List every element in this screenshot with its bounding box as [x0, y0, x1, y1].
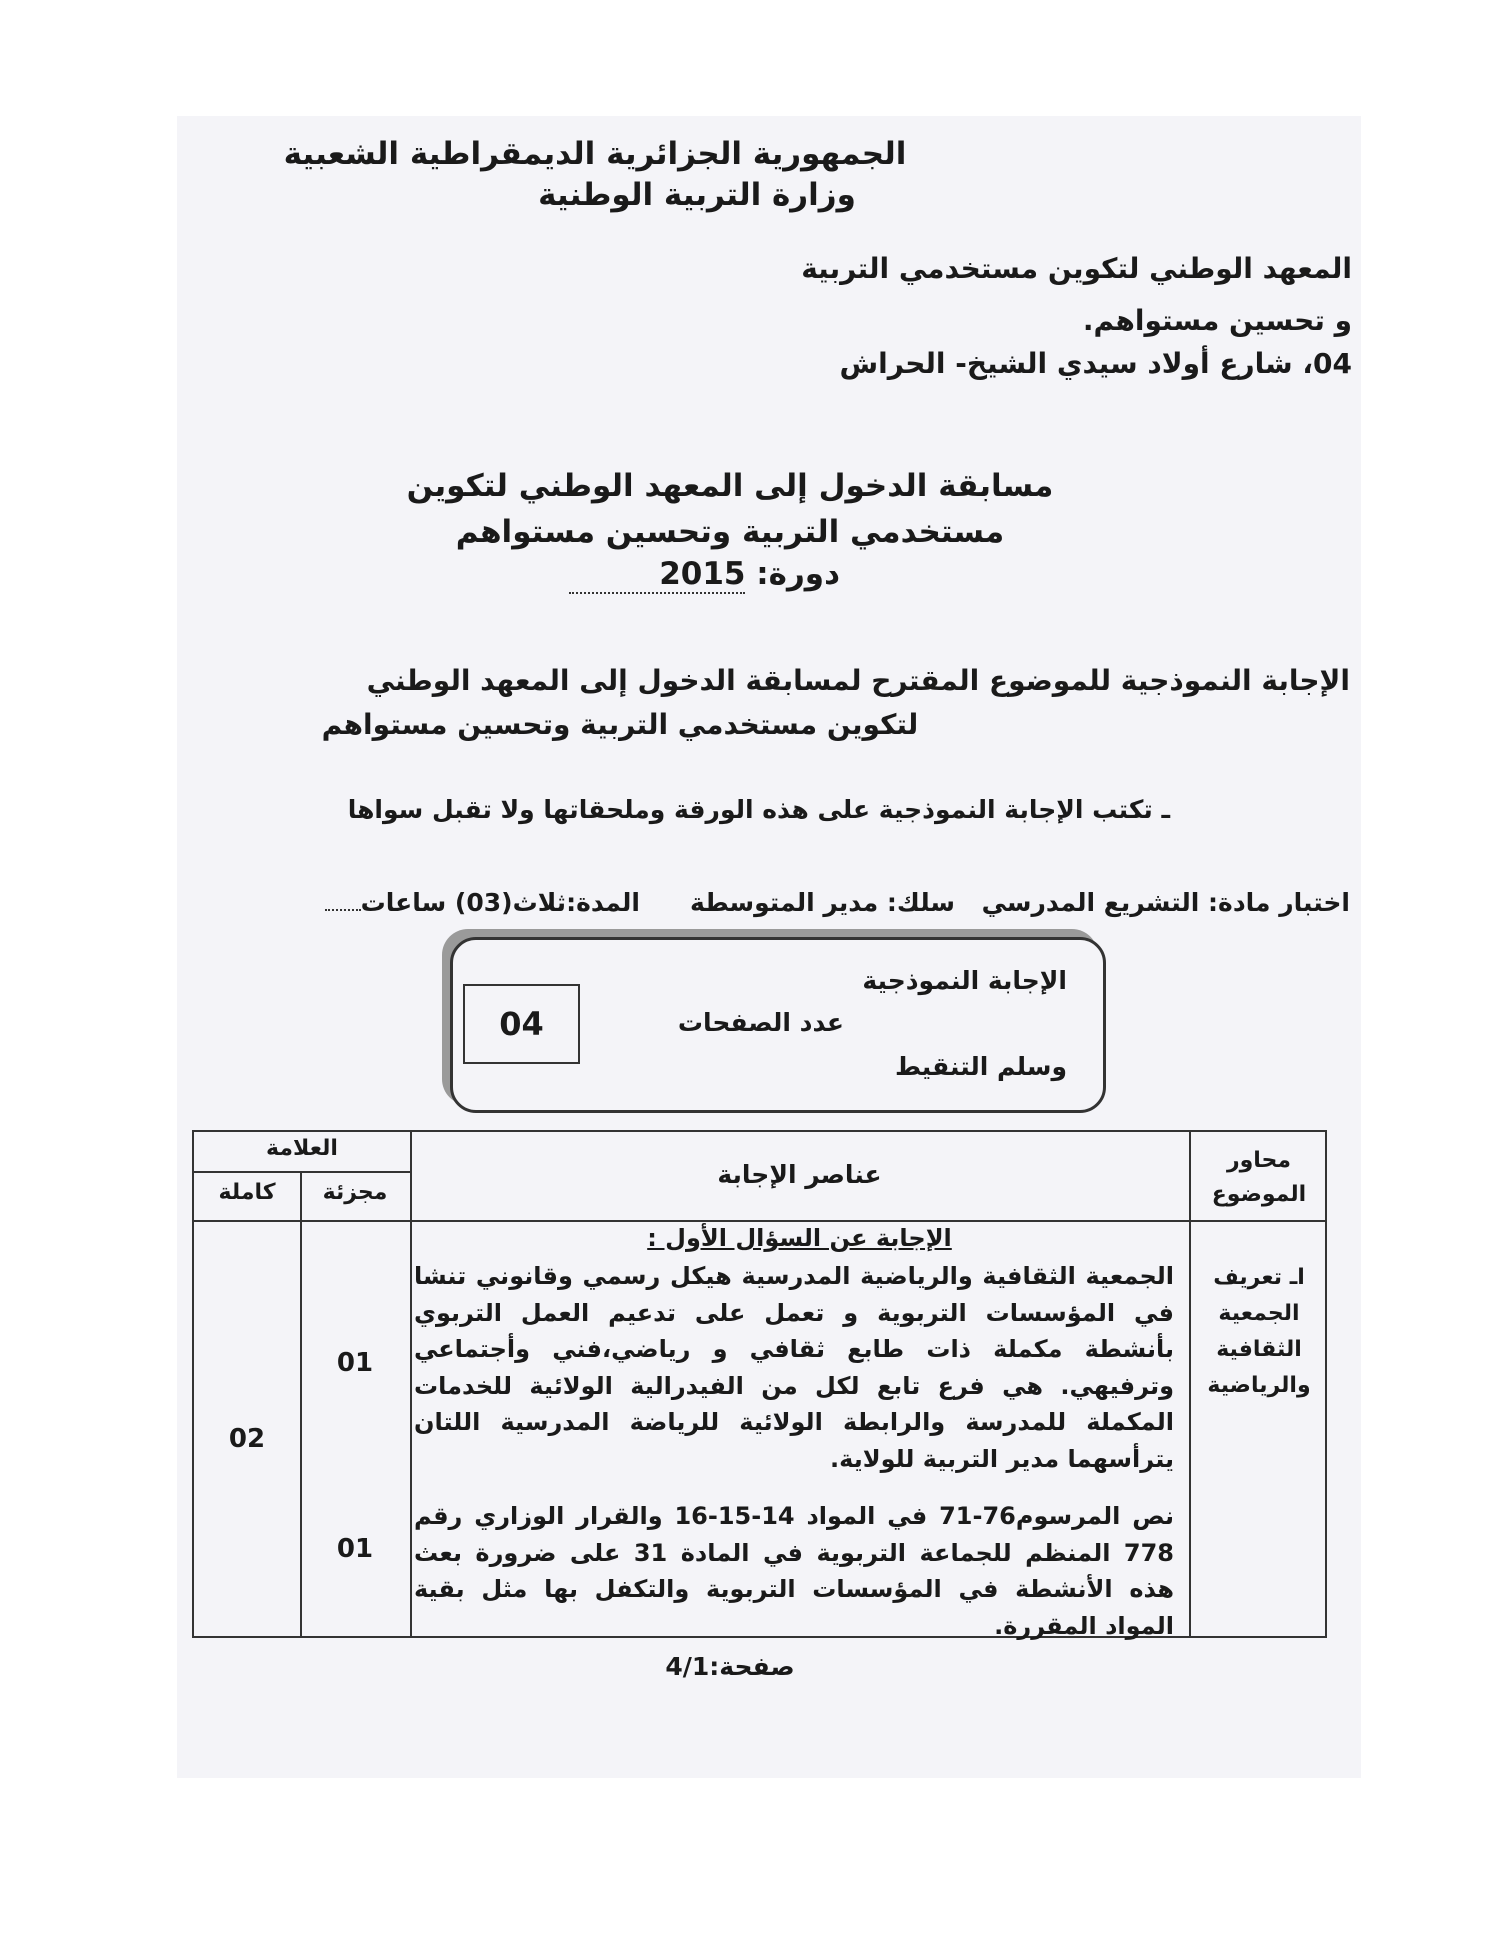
- question-title: الإجابة عن السؤال الأول :: [647, 1224, 952, 1252]
- institute-line2: و تحسين مستواهم.: [1082, 304, 1352, 337]
- answer-paragraph-1: الجمعية الثقافية والرياضية المدرسية هيكل رسمي وقانوني تنشا في المؤسسات التربوية و تعمل على تدعيم العمل التربوي بأنشطة مكملة ذات طابع ثقافي و رياضي،فني وأجتماعي وترفيهي. هي فرع تابع لكل من الفيدرالية الولائية للخدمات المكملة للمدرسة والرابطة الولائية للرياضة المدرسية اللتان يترأسهما مدير التربية للولاية.: [414, 1262, 1174, 1473]
- instruction: ـ تكتب الإجابة النموذجية على هذه الورقة وملحقاتها ولا تقبل سواها: [347, 795, 1170, 824]
- session: [569, 556, 840, 594]
- institute-line1: المعهد الوطني لتكوين مستخدمي التربية: [801, 252, 1352, 285]
- session-year: 2015: [569, 556, 745, 594]
- answer-paragraph-2: نص المرسوم76-71 في المواد 14-15-16 والقرار الوزاري رقم 778 المنظم للجماعة التربوية في المادة 31 على ضرورة بعث هذه الأنشطة في المؤسسات التربوية والتكفل بها مثل بقية المواد المقررة.: [414, 1502, 1174, 1640]
- info-box-line3: وسلم التنقيط: [895, 1052, 1067, 1081]
- header-grade: العلامة: [266, 1136, 338, 1161]
- header-axes: محاور الموضوع: [1211, 1148, 1307, 1207]
- exam-corps: سلك: مدير المتوسطة: [689, 888, 955, 917]
- full-grade: 02: [228, 1424, 266, 1454]
- page-number: صفحة:4/1: [665, 1652, 795, 1681]
- header-elements: عناصر الإجابة: [717, 1160, 882, 1189]
- session-label: دورة:: [756, 556, 840, 592]
- model-answer-title-line2: لتكوين مستخدمي التربية وتحسين مستواهم: [321, 708, 919, 741]
- address: 04، شارع أولاد سيدي الشيخ- الحراش: [839, 347, 1352, 380]
- exam-duration: المدة:ثلاث(03) ساعات: [325, 888, 640, 917]
- contest-line1: مسابقة الدخول إلى المعهد الوطني لتكوين: [406, 468, 1054, 504]
- ministry-title: وزارة التربية الوطنية: [538, 177, 856, 213]
- pages-count: 04: [463, 984, 580, 1064]
- republic-title: الجمهورية الجزائرية الديمقراطية الشعبية: [283, 136, 907, 172]
- contest-line2: مستخدمي التربية وتحسين مستواهم: [455, 514, 1005, 550]
- partial-grade-1: 01: [336, 1348, 374, 1378]
- axis-definition: اـ تعريف الجمعية الثقافية والرياضية: [1207, 1265, 1311, 1398]
- model-answer-title-line1: الإجابة النموذجية للموضوع المقترح لمسابقة الدخول إلى المعهد الوطني: [366, 664, 1350, 697]
- info-box-line1: الإجابة النموذجية: [862, 966, 1067, 995]
- answer-table: [192, 1130, 1327, 1638]
- header-partial: مجزئة: [322, 1180, 388, 1205]
- exam-subject: اختبار مادة: التشريع المدرسي: [981, 888, 1350, 917]
- pages-label: عدد الصفحات: [677, 1008, 844, 1037]
- partial-grade-2: 01: [336, 1534, 374, 1564]
- header-full: كاملة: [218, 1180, 276, 1205]
